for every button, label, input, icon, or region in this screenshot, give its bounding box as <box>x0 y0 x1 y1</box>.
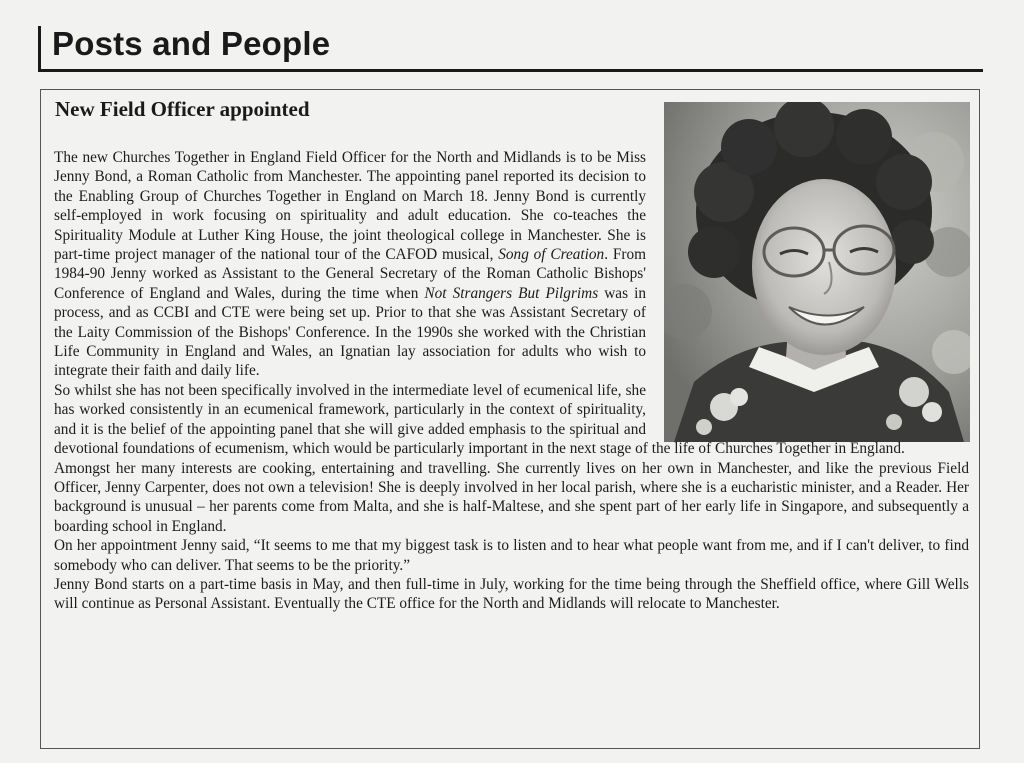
paragraph-4: On her appointment Jenny said, “It seems to me that my biggest task is to listen and to hear what people want from me, and if I can't deliver, to find somebody who can deliver. That seems to be the priority.” <box>54 537 969 574</box>
photo-spacer <box>662 148 969 438</box>
section-title: Posts and People <box>52 25 331 62</box>
article-box <box>40 89 980 749</box>
report-title: Not Strangers But Pilgrims <box>424 284 599 302</box>
paragraph-3: Amongst her many interests are cooking, entertaining and travelling. She currently lives on her own in Manchester, and like the previous Field Officer, Jenny Carpenter, does not own a television! She is deeply involved in her local parish, where she is a eucharistic minister, and a Reader. Her background is unusual – her parents come from Malta, and she is half-Maltese, and she spent part of her early life in Singapore, and subsequently a boarding school in England. <box>54 459 969 535</box>
article-body <box>54 148 969 614</box>
header-rule <box>38 69 983 72</box>
paragraph-5: Jenny Bond starts on a part-time basis in May, and then full-time in July, working for the time being through the Sheffield office, where Gill Wells will continue as Personal Assistant. Eventually the CTE office for the North and Midlands will relocate to Manchester. <box>54 575 969 613</box>
paragraph-1-part-c: was in process, and as CCBI and CTE were being set up. Prior to that she was Assistant Secretary of the Laity Commission of the Bishops' Conference. In the 1990s she worked with the Christian Life Community in England and Wales, an Ignatian lay association for adults who wish to integrate their faith and daily life. <box>54 284 646 380</box>
paragraph-1-part-b: . From 1984-90 Jenny worked as Assistant to the General Secretary of the Roman Catholic Bishops' Conference of England and Wales, during the time when <box>54 246 647 302</box>
section-header <box>38 22 983 68</box>
paragraph-2: So whilst she has not been specifically involved in the intermediate level of ecumenical life, she has worked consistently in an ecumenical framework, particularly in the context of spirituality, and it is the belief of the appointing panel that she will give added emphasis to the spiritual and devotional foundations of ecumenism, which would be particularly important in the next stage of the life of Churches Together in England. <box>54 381 905 458</box>
musical-title: Song of Creation <box>498 246 605 264</box>
header-left-bar <box>38 26 41 72</box>
article-title: New Field Officer appointed <box>55 97 310 121</box>
paragraph-1-part-a: The new Churches Together in England Field Officer for the North and Midlands is to be Miss Jenny Bond, a Roman Catholic from Manchester. The appointing panel reported its decision to the Enabling Group of Churches Together in England on March 18. Jenny Bond is currently self-employed in work focusing on spirituality and adult education. She co-teaches the Spirituality Module at Luther King House, the joint theological college in Manchester. She is part-time project manager of the national tour of the CAFOD musical, <box>54 149 646 264</box>
